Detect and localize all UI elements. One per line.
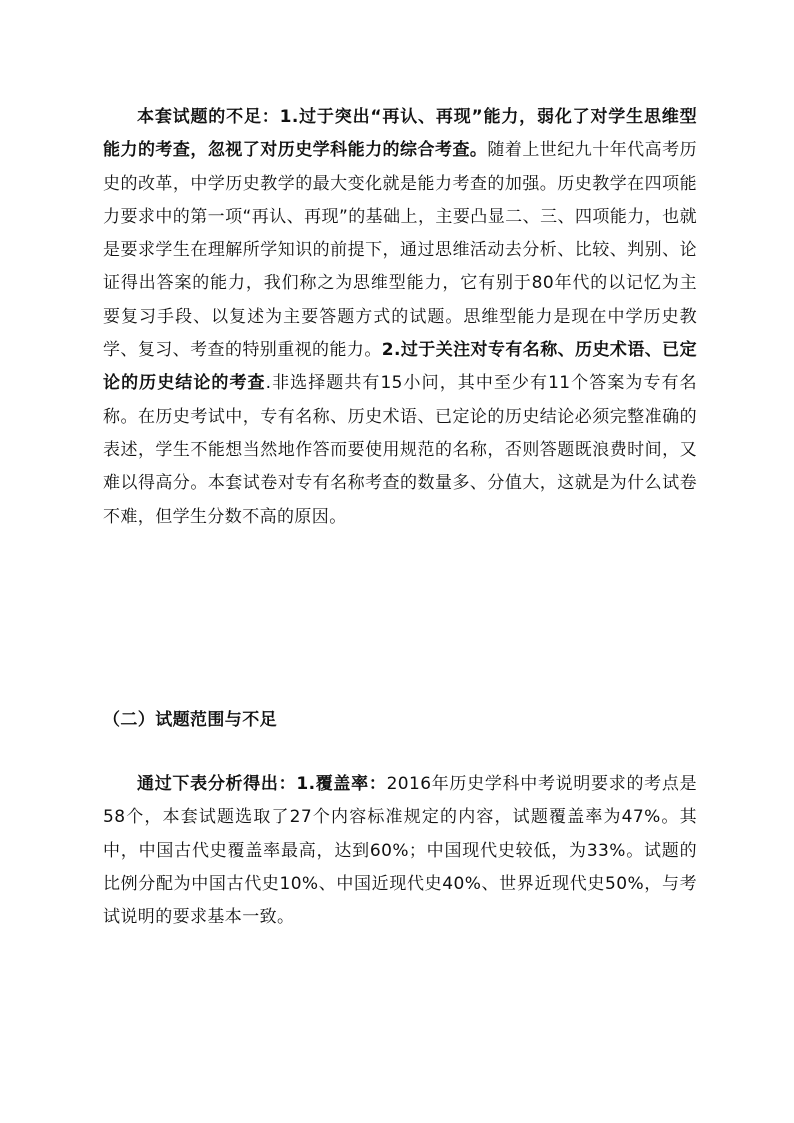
bold-intro-deficiencies: 本套试题的不足：1.过于突出“再认、再现”能力，弱化了对学生思维型能力的考查，忽视了对历史学科能力的综合考查。 xyxy=(103,107,697,161)
section-heading: （二）试题范围与不足 xyxy=(103,710,277,730)
paragraph-text: .非选择题共有15小问，其中至少有11个答案为专有名称。在历史考试中，专有名称、历史术语、已定论的历史结论必须完整准确的表述，学生不能想当然地作答而要使用规范的名称，否则答题既浪费时间，又难以得高分。本套试卷对专有名称考查的数量多、分值大，这就是为什么试卷不难，但学生分数不高的原因。 xyxy=(103,373,697,527)
bold-intro-coverage: 通过下表分析得出：1.覆盖率： xyxy=(137,774,387,794)
paragraph-text: 随着上世纪九十年代高考历史的改革，中学历史教学的最大变化就是能力考查的加强。历史教学在四项能力要求中的第一项“再认、再现”的基础上，主要凸显二、三、四项能力，也就是要求学生在理解所学知识的前提下，通过思维活动去分析、比较、判别、论证得出答案的能力，我们称之为思维型能力，它有别于80年代的以记忆为主要复习手段、以复述为主要答题方式的试题。思维型能力是现在中学历史教学、复习、考查的特别重视的能力。 xyxy=(103,140,697,361)
bold-point-2: 2.过于关注对专有名称、历史术语、已定论的历史结论的考查 xyxy=(103,340,697,394)
paragraph-text: 2016年历史学科中考说明要求的考点是58个，本套试题选取了27个内容标准规定的内容，试题覆盖率为47%。其中，中国古代史覆盖率最高，达到60%；中国现代史较低，为33%。试题的比例分配为中国古代史10%、中国近现代史40%、世界近现代史50%，与考试说明的要求基本一致。 xyxy=(103,774,697,928)
paragraph-deficiencies xyxy=(103,101,697,534)
paragraph-coverage xyxy=(103,768,697,934)
